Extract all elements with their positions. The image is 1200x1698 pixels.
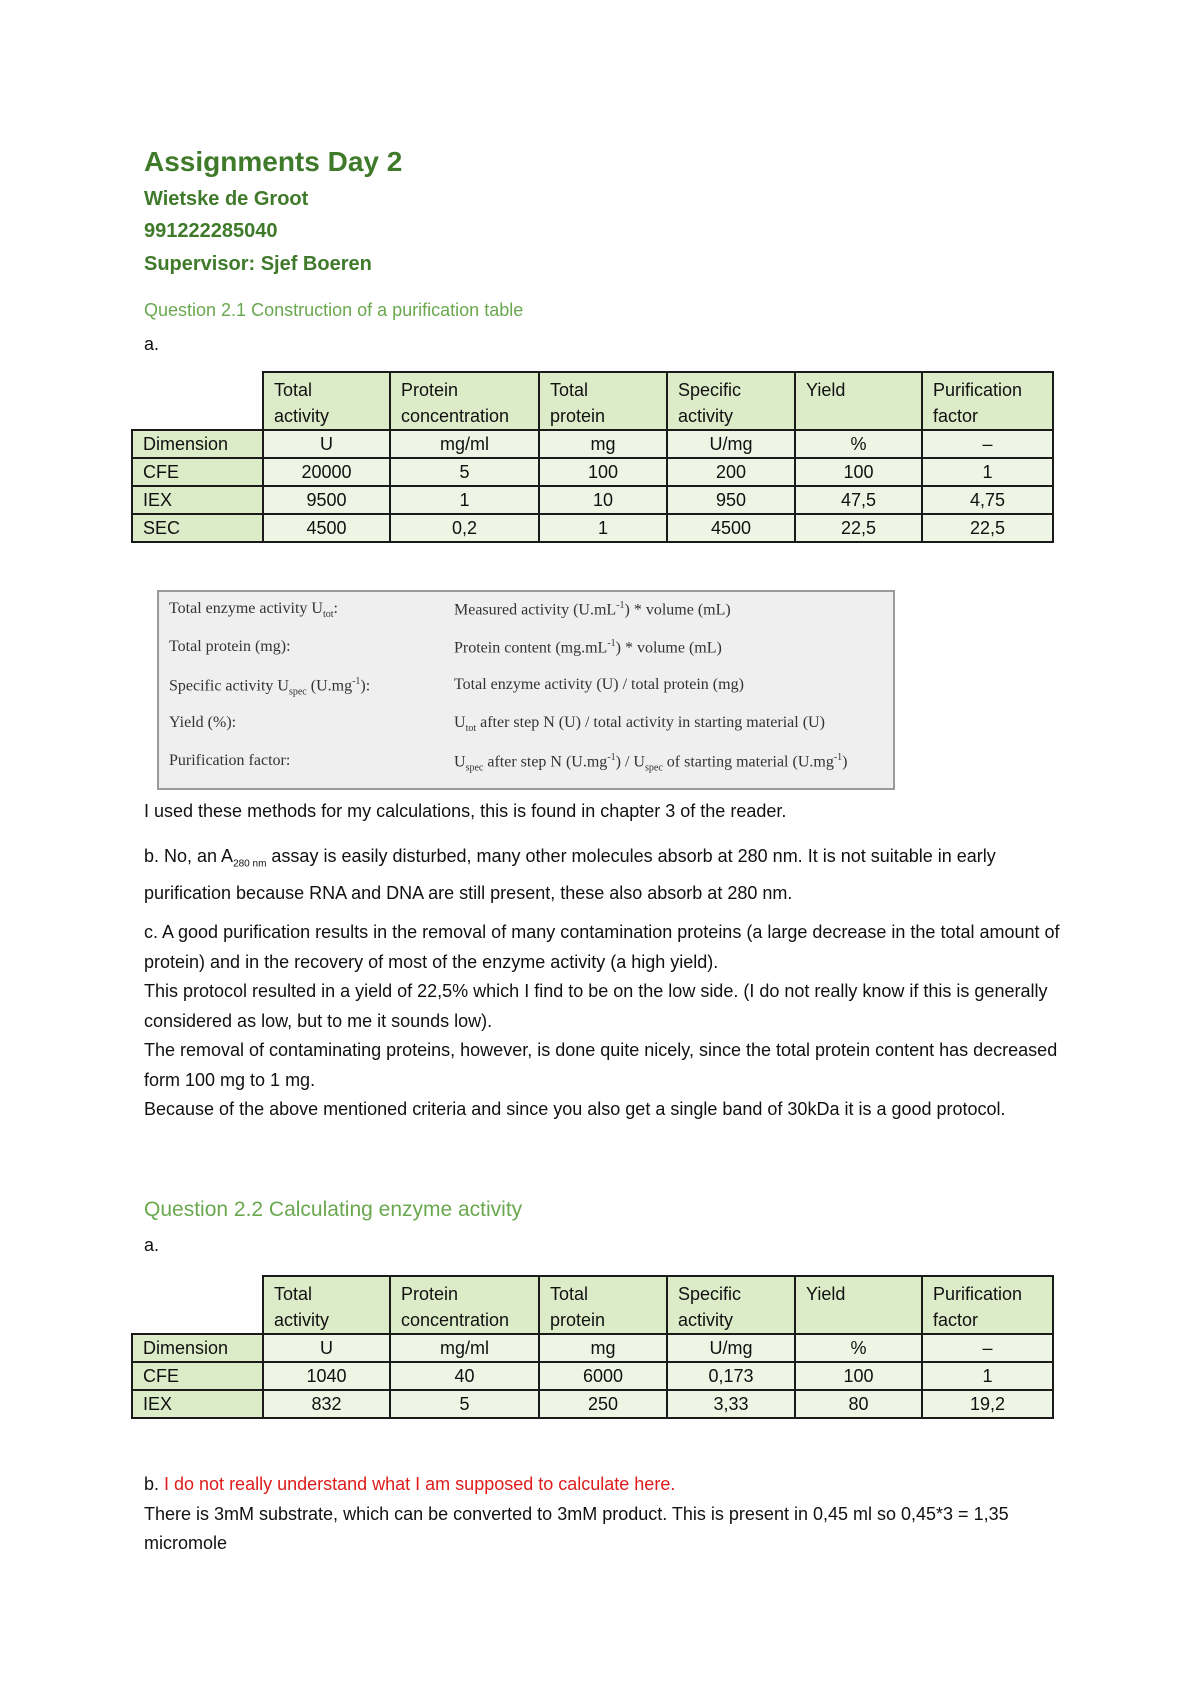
formula-purification-factor: Purification factor: $U_{spec}$ after step N $(U.mg^{-1}) / U_{spec}$ of starting material $(U.mg^{-1})$: [169, 752, 848, 774]
table-cell: 950: [667, 486, 795, 514]
table-cell: 1: [922, 1362, 1053, 1390]
col-header-protein-concentration: Protein concentration: [390, 372, 539, 430]
answer-b-label: b.: [144, 1474, 165, 1494]
formula-total-protein: Total protein (mg): Protein content $(mg.mL^{-1})$ * volume (mL): [169, 638, 722, 657]
question-2-2-heading: Question 2.2 Calculating enzyme activity: [144, 1198, 523, 1221]
col-header-total-protein: Total protein: [539, 1276, 667, 1334]
col-header-purification-factor: Purification factor: [922, 372, 1053, 430]
table-cell: 100: [539, 458, 667, 486]
table-cell: %: [795, 430, 922, 458]
table-cell: 9500: [263, 486, 390, 514]
row-label: CFE: [132, 1362, 263, 1390]
table-cell: –: [922, 1334, 1053, 1362]
table-cell: 47,5: [795, 486, 922, 514]
col-header-protein-concentration: Protein concentration: [390, 1276, 539, 1334]
table-cell: 100: [795, 458, 922, 486]
row-label: SEC: [132, 514, 263, 542]
table-cell: 5: [390, 1390, 539, 1418]
table-cell: –: [922, 430, 1053, 458]
table-corner: [132, 1276, 263, 1334]
row-label: IEX: [132, 1390, 263, 1418]
table-cell: 5: [390, 458, 539, 486]
answer-c-paragraph: c. A good purification results in the removal of many contamination proteins (a large decrease in the total amount of protein) and in the recovery of most of the enzyme activity (a high yield).: [144, 922, 1060, 972]
table-row: [132, 458, 1053, 486]
table-row: [132, 1362, 1053, 1390]
table-cell: 19,2: [922, 1390, 1053, 1418]
col-header-yield: Yield: [795, 1276, 922, 1334]
col-header-total-protein: Total protein: [539, 372, 667, 430]
purification-table-2: [131, 1275, 1054, 1419]
table-cell: 80: [795, 1390, 922, 1418]
formula-reference-box: [157, 590, 895, 790]
part-a-label-2: a.: [144, 1235, 160, 1255]
purification-table-1: [131, 371, 1054, 543]
row-label-dimension: Dimension: [132, 430, 263, 458]
formula-total-enzyme-activity: Total enzyme activity $U_{tot}$: Measured activity $(U.mL^{-1})$ * volume (mL): [169, 600, 731, 621]
table-cell: 20000: [263, 458, 390, 486]
student-number: 991222285040: [144, 220, 278, 242]
row-label: CFE: [132, 458, 263, 486]
table-cell: 1: [922, 458, 1053, 486]
table-row: [132, 514, 1053, 542]
table-cell: 1040: [263, 1362, 390, 1390]
supervisor-line: Supervisor: Sjef Boeren: [144, 253, 372, 275]
table-cell: U: [263, 1334, 390, 1362]
row-label-dimension: Dimension: [132, 1334, 263, 1362]
table-cell: 1: [390, 486, 539, 514]
document-title: Assignments Day 2: [144, 146, 403, 177]
answer-c-paragraph: The removal of contaminating proteins, however, is done quite nicely, since the total protein content has decreased form 100 mg to 1 mg.: [144, 1040, 1058, 1090]
answer-c-paragraph: This protocol resulted in a yield of 22,5% which I find to be on the low side. (I do not really know if this is generally considered as low, but to me it sounds low).: [144, 981, 1048, 1031]
table-cell: U/mg: [667, 1334, 795, 1362]
table-cell: 40: [390, 1362, 539, 1390]
table-corner: [132, 372, 263, 430]
table-cell: 0,173: [667, 1362, 795, 1390]
table-cell: 6000: [539, 1362, 667, 1390]
table-cell: mg/ml: [390, 430, 539, 458]
table-cell: 250: [539, 1390, 667, 1418]
col-header-total-activity: Total activity: [263, 1276, 390, 1334]
table-cell: U: [263, 430, 390, 458]
table-cell: 4,75: [922, 486, 1053, 514]
answer-b-text: There is 3mM substrate, which can be converted to 3mM product. This is present in 0,45 ml so 0,45*3 = 1,35 micromole: [144, 1503, 1009, 1553]
table-cell: U/mg: [667, 430, 795, 458]
answer-2-2-b: [144, 1470, 1064, 1559]
table-cell: mg: [539, 1334, 667, 1362]
table-cell: mg: [539, 430, 667, 458]
table-cell: 0,2: [390, 514, 539, 542]
table-cell: %: [795, 1334, 922, 1362]
part-a-label: a.: [144, 334, 160, 354]
answer-2-1-c: [144, 918, 1064, 1125]
table-cell: 1: [539, 514, 667, 542]
formula-yield: Yield (%): $U_{tot}$ after step N (U) / total activity in starting material (U): [169, 714, 825, 735]
table-cell: 22,5: [795, 514, 922, 542]
table-cell: 100: [795, 1362, 922, 1390]
row-label: IEX: [132, 486, 263, 514]
col-header-purification-factor: Purification factor: [922, 1276, 1053, 1334]
author-name: Wietske de Groot: [144, 188, 309, 210]
col-header-total-activity: Total activity: [263, 372, 390, 430]
col-header-specific-activity: Specific activity: [667, 1276, 795, 1334]
table-cell: 4500: [263, 514, 390, 542]
answer-2-1-b: b. No, an $A_{280 nm}$ assay is easily disturbed, many other molecules absorb at 280 nm. It is not suitable in early purification because RNA and DNA are still present, these also absorb at 280 nm.: [144, 846, 996, 904]
method-note: I used these methods for my calculations, this is found in chapter 3 of the reader.: [144, 801, 787, 821]
table-cell: 4500: [667, 514, 795, 542]
question-2-1-heading: Question 2.1 Construction of a purification table: [144, 300, 524, 320]
table-cell: 200: [667, 458, 795, 486]
table-cell: 22,5: [922, 514, 1053, 542]
answer-c-paragraph: Because of the above mentioned criteria and since you also get a single band of 30kDa it is a good protocol.: [144, 1099, 1006, 1119]
answer-b-note: I do not really understand what I am supposed to calculate here.: [164, 1474, 676, 1494]
table-cell: mg/ml: [390, 1334, 539, 1362]
table-cell: 10: [539, 486, 667, 514]
table-row: [132, 486, 1053, 514]
table-cell: 3,33: [667, 1390, 795, 1418]
formula-specific-activity: Specific activity $U_{spec}$ $(U.mg^{-1})$: Total enzyme activity (U) / total protein (mg): [169, 676, 744, 698]
col-header-yield: Yield: [795, 372, 922, 430]
table-row: [132, 1390, 1053, 1418]
col-header-specific-activity: Specific activity: [667, 372, 795, 430]
table-cell: 832: [263, 1390, 390, 1418]
